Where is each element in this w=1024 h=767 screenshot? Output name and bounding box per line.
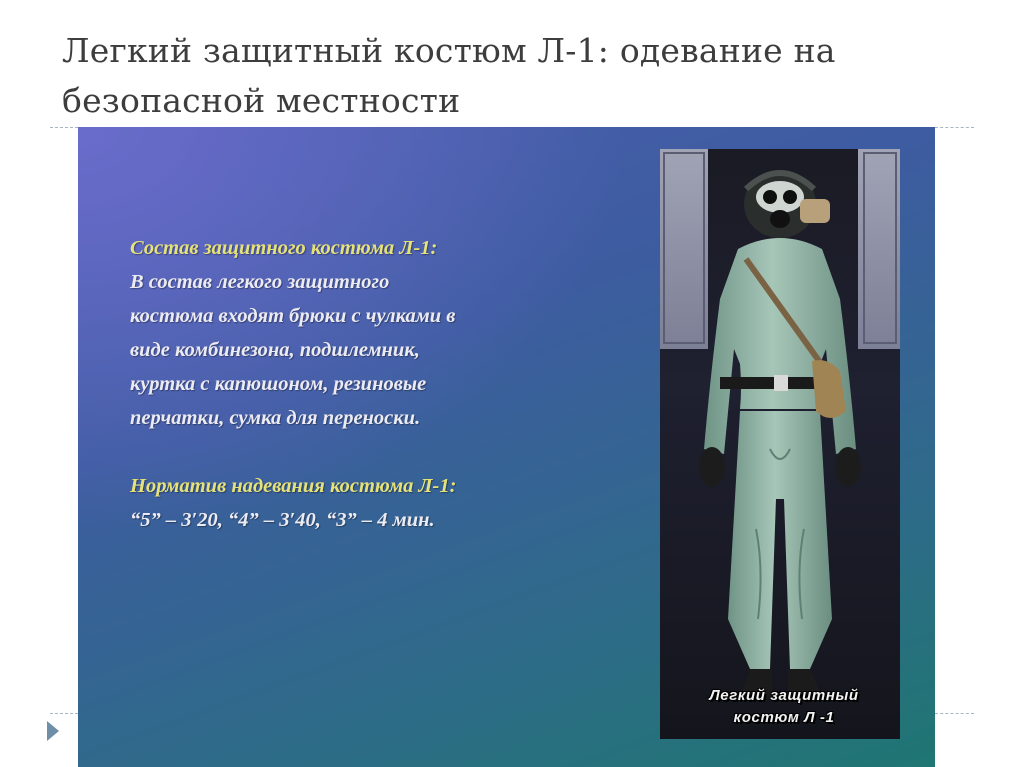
composition-line: куртка с капюшоном, резиновые [130, 373, 427, 395]
composition-line: В состав легкого защитного [130, 271, 390, 293]
triangle-right-icon[interactable] [46, 720, 60, 742]
composition-heading: Состав защитного костюма Л-1: [130, 237, 438, 259]
suit-photo [660, 149, 900, 739]
photo-caption-line: костюм Л -1 [733, 709, 835, 726]
norm-values: “5” – 3′20, “4” – 3′40, “3” – 4 мин. [130, 509, 435, 531]
top-divider-left [50, 127, 78, 128]
paragraph-gap [130, 435, 610, 469]
bottom-divider-left [50, 713, 78, 714]
photo-caption-line: Легкий защитный [709, 687, 859, 704]
composition-line: перчатки, сумка для переноски. [130, 407, 421, 429]
text-block [130, 231, 610, 537]
norm-heading: Норматив надевания костюма Л-1: [130, 475, 457, 497]
composition-line: костюма входят брюки с чулками в [130, 305, 456, 327]
slide-title: Легкий защитный костюм Л-1: одевание на безопасной местности [62, 31, 836, 120]
bottom-divider-right [935, 713, 974, 714]
photo-caption [672, 685, 896, 729]
top-divider-right [935, 127, 974, 128]
composition-line: виде комбинезона, подшлемник, [130, 339, 420, 361]
content-panel [78, 127, 935, 767]
protective-suit-figure [660, 149, 900, 739]
